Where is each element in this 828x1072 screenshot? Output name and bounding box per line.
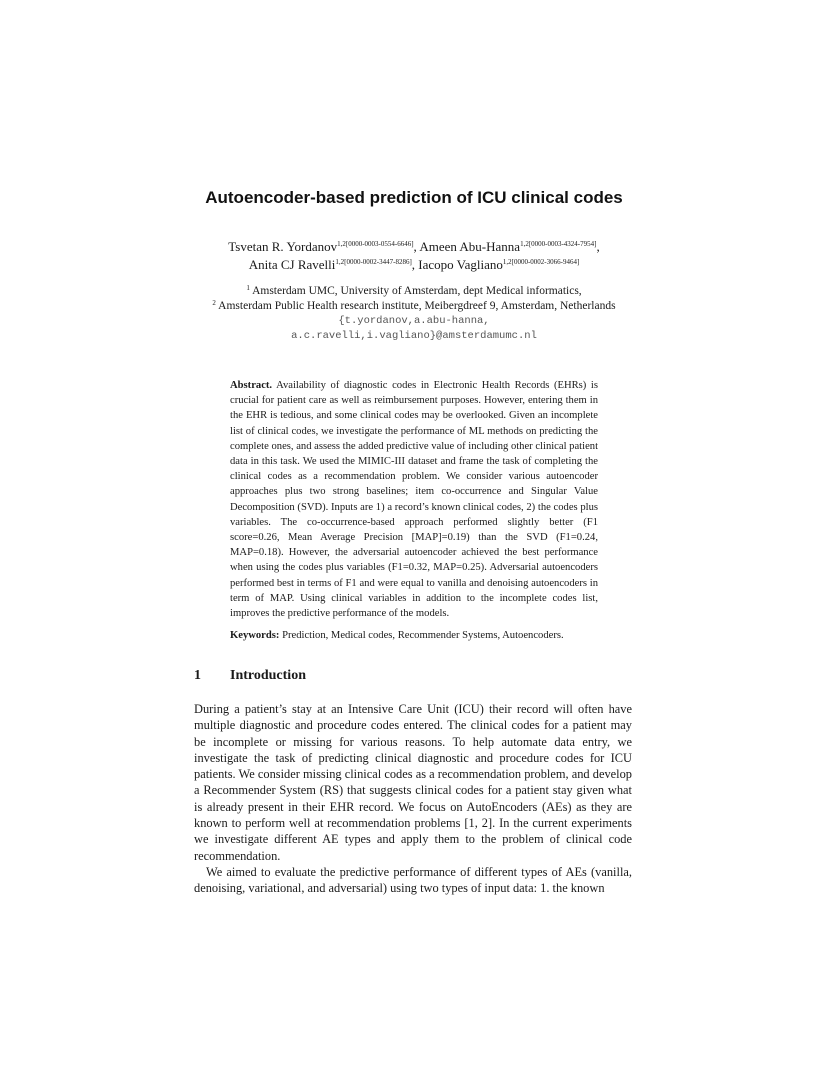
abstract-label: Abstract. [230,380,273,391]
affiliation-text: Amsterdam UMC, University of Amsterdam, dept Medical informatics, [252,285,582,297]
affiliation-mark: 1 [246,284,250,292]
abstract-text: Availability of diagnostic codes in Electronic Health Records (EHRs) is crucial for patient care as well as reimbursement purposes. However, entering them in the EHR is tedious, and some clinical codes may be overlooked. Given an incomplete list of clinical codes, we investigate the performance of ML methods on predicting the complete ones, and assess the added predictive value of including other clinical patient data in this task. We used the MIMIC-III dataset and frame the task of completing the clinical codes as a recommendation problem. We consider various autoencoder approaches plus two strong baselines; item co-occurrence and Singular Value Decomposition (SVD). Inputs are 1) a record’s known clinical codes, 2) the codes plus variables. The co-occurrence-based approach performed slightly better (F1 score=0.26, Mean Average Precision [MAP]=0.19) than the SVD (F1=0.24, MAP=0.18). However, the adversarial autoencoder achieved the best performance when using the codes plus variables (F1=0.32, MAP=0.25). Adversarial autoencoders performed best in terms of F1 and were equal to vanilla and denoising autoencoders in term of MAP. Using clinical variables in addition to the incomplete codes list, improves the predictive performance of the models. [230,380,599,620]
affiliations [0,284,828,344]
author-name: Anita CJ Ravelli [248,257,336,272]
author-list [0,238,828,274]
author-line-2: Anita CJ Ravelli$^{1,2[0000-0002-3447-8286]}$, Iacopo Vagliano$^{1,2[0000-0002-3066-9464]}$ [248,257,580,272]
section-title: Introduction [230,668,306,683]
email-line-2[interactable]: a.c.ravelli,i.vagliano}@amsterdamumc.nl [291,330,537,342]
body-text [194,701,632,897]
section-heading [194,668,306,684]
author-name: Ameen Abu-Hanna [419,239,521,254]
affiliation-1 [0,284,828,299]
paper-title: Autoencoder-based prediction of ICU clinical codes [205,188,623,207]
author-orcid: 1,2[0000-0002-3066-9464] [502,258,580,266]
author-name: Tsvetan R. Yordanov [228,239,338,254]
author-line-1: Tsvetan R. Yordanov$^{1,2[0000-0003-0554-6646]}$, Ameen Abu-Hanna$^{1,2[0000-0003-4324-7954]}$, [228,239,600,254]
author-orcid: 1,2[0000-0003-4324-7954] [520,240,597,248]
keywords [230,628,598,643]
email-line-1[interactable]: {t.yordanov,a.abu-hanna, [338,315,490,327]
paragraph: During a patient’s stay at an Intensive Care Unit (ICU) their record will often have multiple diagnostic and procedure codes entered. The clinical codes for a patient may be incomplete or missing for various reasons. To help automate data entry, we investigate the task of predicting clinical diagnostic and procedure codes for ICU patients. We consider missing clinical codes as a recommendation problem, and develop a Recommender System (RS) that suggests clinical codes for a patient stay given what is already present in their EHR record. We focus on AutoEncoders (AEs) as they are known to perform well at recommendation problems [1, 2]. In the current experiments we investigate different AE types and apply them to the problem of clinical code recommendation. [194,702,632,863]
affiliation-text: Amsterdam Public Health research institute, Meibergdreef 9, Amsterdam, Netherlands [218,300,616,312]
paragraph: We aimed to evaluate the predictive performance of different types of AEs (vanilla, denoising, variational, and adversarial) using two types of input data: 1. the known [194,864,632,896]
author-orcid: 1,2[0000-0003-0554-6646] [337,240,414,248]
author-orcid: 1,2[0000-0002-3447-8286] [335,258,412,266]
affiliation-2 [0,299,828,314]
keywords-label: Keywords: [230,630,280,641]
section-number: 1 [194,668,201,683]
author-name: Iacopo Vagliano [418,257,503,272]
abstract [230,378,598,621]
keywords-text: Prediction, Medical codes, Recommender Systems, Autoencoders. [282,630,564,641]
affiliation-mark: 2 [212,299,216,307]
